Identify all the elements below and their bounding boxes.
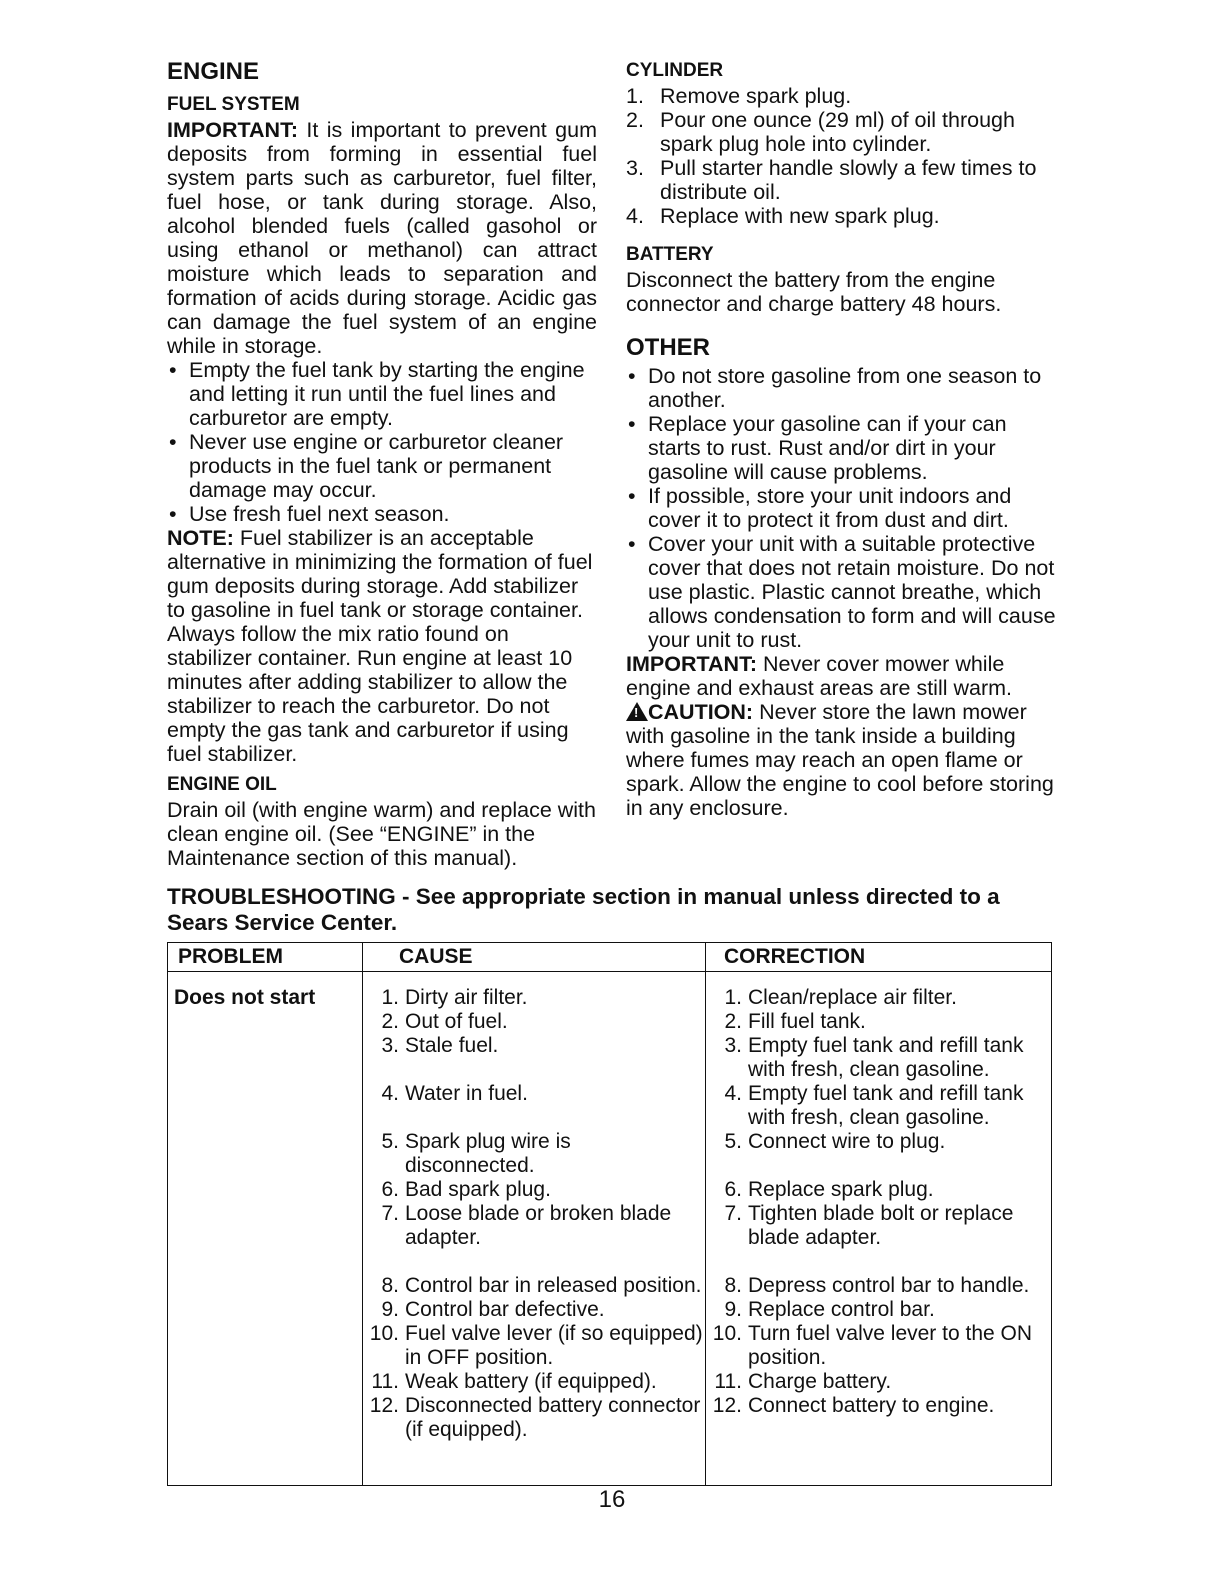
note-paragraph [167,526,597,766]
correction-item: 11. Charge battery. [714,1370,892,1393]
correction-list [712,986,1051,1418]
cause-item: 5. Spark plug wire is disconnected. [381,1130,571,1177]
correction-item: 3. Empty fuel tank and refill tank with fresh, clean gasoline. [724,1034,1024,1081]
correction-cell [706,972,1052,1486]
correction-item: 5. Connect wire to plug. [724,1130,946,1153]
fuel-important-paragraph [167,118,597,358]
left-column [167,58,597,870]
important-text: Never cover mower while engine and exhaust areas are still warm. [626,652,1013,700]
note-text: Fuel stabilizer is an acceptable alternative in minimizing the formation of fuel gum deposits during storage. Add stabilizer to gasoline in fuel tank or storage container. Always follow the mix ratio found on stabilizer container. Run engine at least 10 minutes after adding stabilizer to allow the stabilizer to reach the carburetor. Do not empty the gas tank and carburetor if using fuel stabilizer. [167,526,593,766]
warning-triangle-icon: ! [626,702,648,721]
cause-item: 9. Control bar defective. [381,1298,605,1321]
fuel-important-text: It is important to prevent gum deposits from forming in essential fuel system parts such as carburetor, fuel filter, fuel hose, or tank during storage. Also, alcohol blended fuels (called gasohol or using ethanol or methanol) can attract moisture which leads to separation and formation of acids during storage. Acidic gas can damage the fuel system of an engine while in storage. [167,118,597,358]
cause-item: 1. Dirty air filter. [381,986,528,1009]
cause-item: 8. Control bar in released position. [381,1274,702,1297]
list-item: 4. Replace with new spark plug. [626,204,940,228]
list-item: • Never use engine or carburetor cleaner products in the fuel tank or permanent damage may occur. [167,430,597,502]
list-item: 1. Remove spark plug. [626,84,852,108]
caution-paragraph [626,700,1056,820]
list-item: • Replace your gasoline can if your can starts to rust. Rust and/or dirt in your gasoline will cause problems. [626,412,1056,484]
cause-item: 7. Loose blade or broken blade adapter. [381,1202,672,1249]
engine-heading: ENGINE [167,58,260,85]
engine-oil-text: Drain oil (with engine warm) and replace with clean engine oil. (See “ENGINE” in the Maintenance section of this manual). [167,798,596,870]
cause-item: 4. Water in fuel. [381,1082,528,1105]
correction-item: 12. Connect battery to engine. [712,1394,995,1417]
list-item: • Do not store gasoline from one season to another. [626,364,1056,412]
correction-item: 7. Tighten blade bolt or replace blade adapter. [724,1202,1014,1249]
list-item: 3. Pull starter handle slowly a few times to distribute oil. [626,156,1037,204]
cause-item: 11. Weak battery (if equipped). [371,1370,657,1393]
correction-item: 10. Turn fuel valve lever to the ON position. [712,1322,1033,1369]
other-bullet-list [626,364,1056,652]
cause-header: CAUSE [363,943,706,972]
fuel-system-heading: FUEL SYSTEM [167,94,300,115]
list-item: 2. Pour one ounce (29 ml) of oil through spark plug hole into cylinder. [626,108,1015,156]
cause-item: 6. Bad spark plug. [381,1178,551,1201]
cause-list [369,986,705,1442]
caution-label: CAUTION: [648,700,754,724]
correction-item: 1. Clean/replace air filter. [724,986,957,1009]
engine-oil-heading: ENGINE OIL [167,774,277,795]
cause-item: 3. Stale fuel. [381,1034,499,1057]
problem-cell: Does not start [168,972,363,1486]
note-label: NOTE: [167,526,234,550]
troubleshooting-title: TROUBLESHOOTING - See appropriate section in manual unless directed to a Sears Service Center. [167,884,1000,935]
table-row [168,972,1052,1486]
important-label: IMPORTANT: [626,652,757,676]
correction-header: CORRECTION [706,943,1052,972]
list-item: • If possible, store your unit indoors and cover it to protect it from dust and dirt. [626,484,1056,532]
important-paragraph [626,652,1056,700]
table-header-row [168,943,1052,972]
important-label: IMPORTANT: [167,118,298,142]
cylinder-steps [626,84,1056,228]
cause-cell [363,972,706,1486]
troubleshooting-table [167,942,1052,1486]
list-item: • Use fresh fuel next season. [167,502,597,526]
page-number: 16 [598,1486,626,1513]
cause-item: 10. Fuel valve lever (if so equipped) in OFF position. [369,1322,703,1369]
correction-item: 6. Replace spark plug. [724,1178,934,1201]
battery-text: Disconnect the battery from the engine connector and charge battery 48 hours. [626,268,1002,316]
fuel-bullet-list [167,358,597,526]
battery-heading: BATTERY [626,244,714,265]
cause-item: 2. Out of fuel. [381,1010,508,1033]
list-item: • Cover your unit with a suitable protective cover that does not retain moisture. Do not use plastic. Plastic cannot breathe, which allows condensation to form and will cause your unit to rust. [626,532,1056,652]
list-item: • Empty the fuel tank by starting the engine and letting it run until the fuel lines and carburetor are empty. [167,358,597,430]
correction-item: 9. Replace control bar. [724,1298,935,1321]
right-column [626,58,1056,820]
cause-item: 12. Disconnected battery connector (if equipped). [369,1394,701,1441]
problem-header: PROBLEM [168,943,363,972]
correction-item: 8. Depress control bar to handle. [724,1274,1030,1297]
correction-item: 4. Empty fuel tank and refill tank with fresh, clean gasoline. [724,1082,1024,1129]
other-heading: OTHER [626,334,710,361]
cylinder-heading: CYLINDER [626,60,724,81]
correction-item: 2. Fill fuel tank. [724,1010,866,1033]
caution-text: Never store the lawn mower with gasoline in the tank inside a building where fumes may reach an open flame or spark. Allow the engine to cool before storing in any enclosure. [626,700,1054,820]
